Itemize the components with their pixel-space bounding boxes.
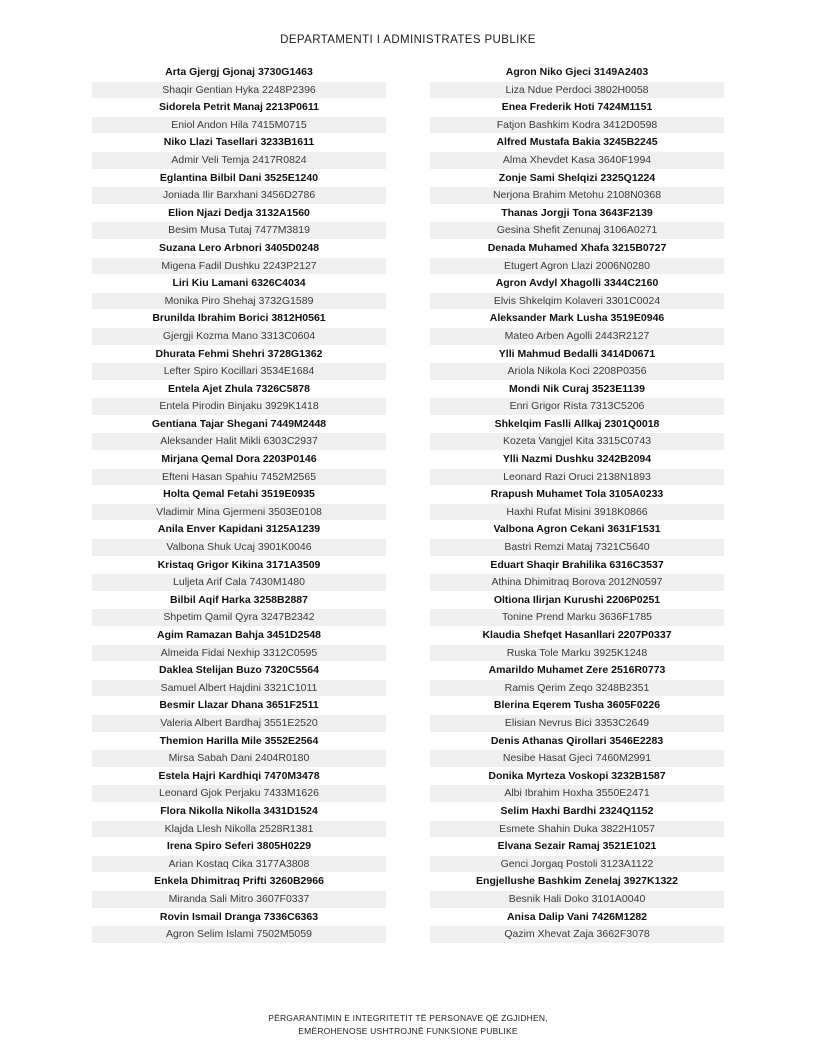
page-footer — [0, 1012, 816, 1038]
list-item: Elvana Sezair Ramaj 3521E1021 — [430, 838, 724, 856]
right-column — [430, 64, 724, 944]
list-item: Arta Gjergj Gjonaj 3730G1463 — [92, 64, 386, 82]
list-item: Thanas Jorgji Tona 3643F2139 — [430, 205, 724, 223]
list-item: Miranda Sali Mitro 3607F0337 — [92, 891, 386, 909]
list-item: Eniol Andon Hila 7415M0715 — [92, 117, 386, 135]
list-item: Themion Harilla Mile 3552E2564 — [92, 733, 386, 751]
list-item: Shkelqim Faslli Allkaj 2301Q0018 — [430, 416, 724, 434]
list-item: Zonje Sami Shelqizi 2325Q1224 — [430, 170, 724, 188]
list-item: Fatjon Bashkim Kodra 3412D0598 — [430, 117, 724, 135]
list-item: Kozeta Vangjel Kita 3315C0743 — [430, 433, 724, 451]
list-item: Klaudia Shefqet Hasanllari 2207P0337 — [430, 627, 724, 645]
list-item: Niko Llazi Tasellari 3233B1611 — [92, 134, 386, 152]
list-item: Alfred Mustafa Bakia 3245B2245 — [430, 134, 724, 152]
list-item: Rrapush Muhamet Tola 3105A0233 — [430, 486, 724, 504]
list-item: Besnik Hali Doko 3101A0040 — [430, 891, 724, 909]
list-item: Ruska Tole Marku 3925K1248 — [430, 645, 724, 663]
list-item: Mirjana Qemal Dora 2203P0146 — [92, 451, 386, 469]
list-item: Valbona Agron Cekani 3631F1531 — [430, 521, 724, 539]
list-item: Shaqir Gentian Hyka 2248P2396 — [92, 82, 386, 100]
list-item: Amarildo Muhamet Zere 2516R0773 — [430, 662, 724, 680]
list-item: Leonard Gjok Perjaku 7433M1626 — [92, 785, 386, 803]
list-item: Entela Pirodin Binjaku 3929K1418 — [92, 398, 386, 416]
list-item: Qazim Xhevat Zaja 3662F3078 — [430, 926, 724, 944]
list-item: Eduart Shaqir Brahilika 6316C3537 — [430, 557, 724, 575]
list-item: Donika Myrteza Voskopi 3232B1587 — [430, 768, 724, 786]
list-item: Elisian Nevrus Bici 3353C2649 — [430, 715, 724, 733]
list-item: Vladimir Mina Gjermeni 3503E0108 — [92, 504, 386, 522]
list-item: Mateo Arben Agolli 2443R2127 — [430, 328, 724, 346]
list-item: Bilbil Aqif Harka 3258B2887 — [92, 592, 386, 610]
list-item: Elion Njazi Dedja 3132A1560 — [92, 205, 386, 223]
list-item: Ylli Mahmud Bedalli 3414D0671 — [430, 346, 724, 364]
list-item: Aleksander Mark Lusha 3519E0946 — [430, 310, 724, 328]
list-item: Klajda Llesh Nikolla 2528R1381 — [92, 821, 386, 839]
list-item: Anisa Dalip Vani 7426M1282 — [430, 909, 724, 927]
list-item: Denada Muhamed Xhafa 3215B0727 — [430, 240, 724, 258]
list-item: Agim Ramazan Bahja 3451D2548 — [92, 627, 386, 645]
list-item: Monika Piro Shehaj 3732G1589 — [92, 293, 386, 311]
list-item: Selim Haxhi Bardhi 2324Q1152 — [430, 803, 724, 821]
list-item: Irena Spiro Seferi 3805H0229 — [92, 838, 386, 856]
list-item: Gesina Shefit Zenunaj 3106A0271 — [430, 222, 724, 240]
list-item: Besmir Llazar Dhana 3651F2511 — [92, 697, 386, 715]
list-item: Daklea Stelijan Buzo 7320C5564 — [92, 662, 386, 680]
list-item: Alma Xhevdet Kasa 3640F1994 — [430, 152, 724, 170]
list-item: Enea Frederik Hoti 7424M1151 — [430, 99, 724, 117]
list-item: Almeida Fidai Nexhip 3312C0595 — [92, 645, 386, 663]
list-item: Rovin Ismail Dranga 7336C6363 — [92, 909, 386, 927]
list-item: Efteni Hasan Spahiu 7452M2565 — [92, 469, 386, 487]
list-item: Ariola Nikola Koci 2208P0356 — [430, 363, 724, 381]
list-item: Bastri Remzi Mataj 7321C5640 — [430, 539, 724, 557]
list-item: Agron Niko Gjeci 3149A2403 — [430, 64, 724, 82]
footer-line-2: EMËROHENOSE USHTROJNË FUNKSIONE PUBLIKE — [298, 1026, 518, 1036]
list-item: Enkela Dhimitraq Prifti 3260B2966 — [92, 873, 386, 891]
list-item: Dhurata Fehmi Shehri 3728G1362 — [92, 346, 386, 364]
list-item: Haxhi Rufat Misini 3918K0866 — [430, 504, 724, 522]
list-item: Estela Hajri Kardhiqi 7470M3478 — [92, 768, 386, 786]
list-item: Tonine Prend Marku 3636F1785 — [430, 609, 724, 627]
list-item: Luljeta Arif Cala 7430M1480 — [92, 574, 386, 592]
footer-line-1: PËRGARANTIMIN E INTEGRITETIT TË PERSONAVE QË ZGJIDHEN, — [268, 1013, 548, 1023]
list-item: Blerina Eqerem Tusha 3605F0226 — [430, 697, 724, 715]
list-item: Shpetim Qamil Qyra 3247B2342 — [92, 609, 386, 627]
list-item: Eglantina Bilbil Dani 3525E1240 — [92, 170, 386, 188]
list-item: Sidorela Petrit Manaj 2213P0611 — [92, 99, 386, 117]
list-item: Athina Dhimitraq Borova 2012N0597 — [430, 574, 724, 592]
list-item: Albi Ibrahim Hoxha 3550E2471 — [430, 785, 724, 803]
list-item: Elvis Shkelqim Kolaveri 3301C0024 — [430, 293, 724, 311]
list-item: Admir Veli Temja 2417R0824 — [92, 152, 386, 170]
list-item: Mirsa Sabah Dani 2404R0180 — [92, 750, 386, 768]
list-item: Entela Ajet Zhula 7326C5878 — [92, 381, 386, 399]
list-item: Liza Ndue Perdoci 3802H0058 — [430, 82, 724, 100]
list-item: Ylli Nazmi Dushku 3242B2094 — [430, 451, 724, 469]
list-item: Agron Avdyl Xhagolli 3344C2160 — [430, 275, 724, 293]
list-item: Aleksander Halit Mikli 6303C2937 — [92, 433, 386, 451]
list-item: Lefter Spiro Kocillari 3534E1684 — [92, 363, 386, 381]
list-item: Flora Nikolla Nikolla 3431D1524 — [92, 803, 386, 821]
list-item: Samuel Albert Hajdini 3321C1011 — [92, 680, 386, 698]
list-item: Esmete Shahin Duka 3822H1057 — [430, 821, 724, 839]
list-item: Nesibe Hasat Gjeci 7460M2991 — [430, 750, 724, 768]
name-list-columns — [90, 64, 726, 944]
list-item: Liri Kiu Lamani 6326C4034 — [92, 275, 386, 293]
list-item: Enri Grigor Rista 7313C5206 — [430, 398, 724, 416]
list-item: Mondi Nik Curaj 3523E1139 — [430, 381, 724, 399]
list-item: Brunilda Ibrahim Borici 3812H0561 — [92, 310, 386, 328]
list-item: Nerjona Brahim Metohu 2108N0368 — [430, 187, 724, 205]
list-item: Valeria Albert Bardhaj 3551E2520 — [92, 715, 386, 733]
list-item: Kristaq Grigor Kikina 3171A3509 — [92, 557, 386, 575]
list-item: Agron Selim Islami 7502M5059 — [92, 926, 386, 944]
list-item: Arian Kostaq Cika 3177A3808 — [92, 856, 386, 874]
list-item: Genci Jorgaq Postoli 3123A1122 — [430, 856, 724, 874]
list-item: Gjergji Kozma Mano 3313C0604 — [92, 328, 386, 346]
list-item: Migena Fadil Dushku 2243P2127 — [92, 258, 386, 276]
list-item: Oltiona Ilirjan Kurushi 2206P0251 — [430, 592, 724, 610]
page-title: DEPARTAMENTI I ADMINISTRATES PUBLIKE — [280, 34, 536, 46]
left-column — [92, 64, 386, 944]
list-item: Joniada Ilir Barxhani 3456D2786 — [92, 187, 386, 205]
list-item: Denis Athanas Qirollari 3546E2283 — [430, 733, 724, 751]
list-item: Besim Musa Tutaj 7477M3819 — [92, 222, 386, 240]
list-item: Etugert Agron Llazi 2006N0280 — [430, 258, 724, 276]
list-item: Holta Qemal Fetahi 3519E0935 — [92, 486, 386, 504]
list-item: Leonard Razi Oruci 2138N1893 — [430, 469, 724, 487]
list-item: Gentiana Tajar Shegani 7449M2448 — [92, 416, 386, 434]
list-item: Suzana Lero Arbnori 3405D0248 — [92, 240, 386, 258]
list-item: Valbona Shuk Ucaj 3901K0046 — [92, 539, 386, 557]
list-item: Anila Enver Kapidani 3125A1239 — [92, 521, 386, 539]
list-item: Ramis Qerim Zeqo 3248B2351 — [430, 680, 724, 698]
list-item: Engjellushe Bashkim Zenelaj 3927K1322 — [430, 873, 724, 891]
